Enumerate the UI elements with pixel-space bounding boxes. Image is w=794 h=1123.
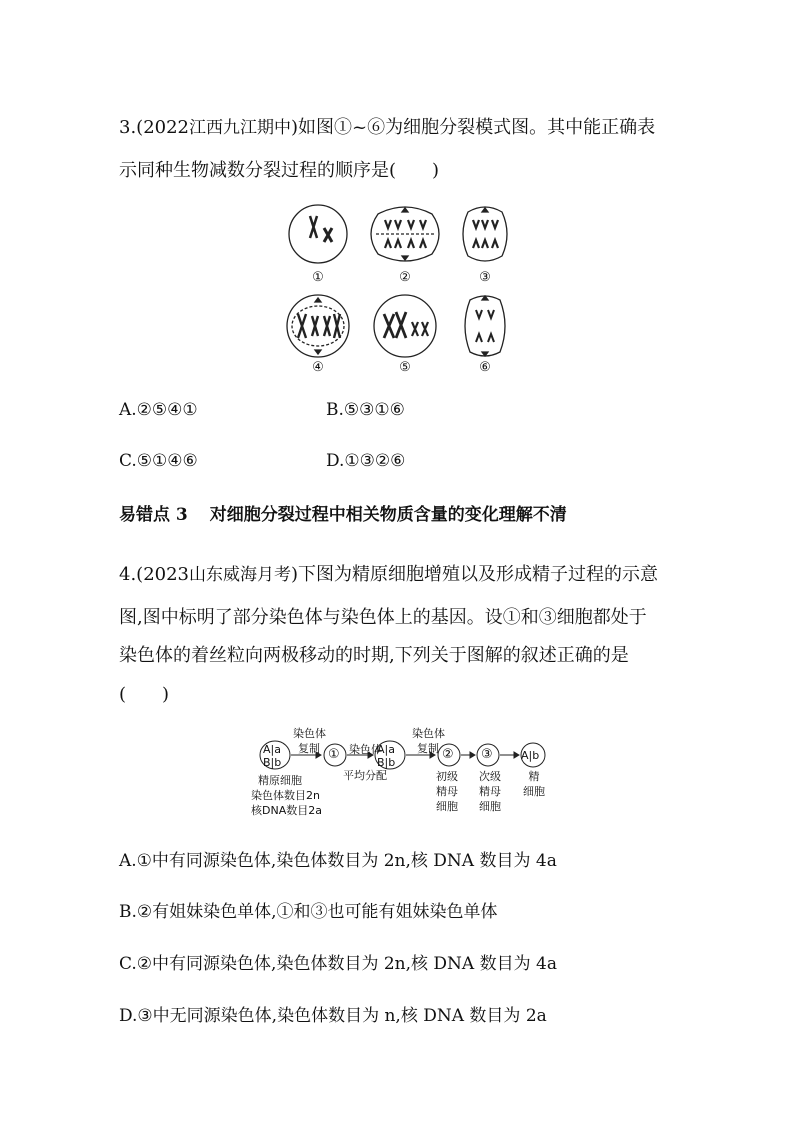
arrow2-top: 染色体	[349, 743, 382, 756]
q3-option-b[interactable]: B.⑤③①⑥	[326, 400, 405, 420]
circle-2-label: ②	[442, 747, 454, 762]
cell1-desc-line1: 精原细胞	[258, 774, 302, 787]
arrow3-top: 染色体	[412, 727, 445, 740]
cell4-desc	[522, 769, 546, 799]
q3-option-a[interactable]: A.②⑤④①	[119, 400, 198, 420]
cell3-desc-line3: 细胞	[479, 800, 501, 813]
cell1-desc-line3: 核DNA数目2a	[251, 804, 322, 817]
cell2-desc-line3: 细胞	[436, 800, 458, 813]
cell-division-figure	[280, 198, 520, 378]
cell4-desc-line2: 细胞	[523, 785, 545, 798]
cell1-desc-line2: 染色体数目2n	[251, 789, 320, 802]
q4-option-a[interactable]: A.①中有同源染色体,染色体数目为 2n,核 DNA 数目为 4a	[119, 851, 557, 871]
q3-option-d[interactable]: D.①③②⑥	[326, 451, 406, 471]
q4-number: 4.(2023	[119, 564, 190, 585]
q4-option-b[interactable]: B.②有姐妹染色单体,①和③也可能有姐妹染色单体	[119, 902, 498, 922]
cell-4	[287, 295, 349, 357]
q4-line1	[119, 560, 658, 586]
cell1-genes-top: A|a	[263, 743, 281, 756]
q4-line3: 染色体的着丝粒向两极移动的时期,下列关于图解的叙述正确的是	[119, 645, 629, 666]
q3-source: 江西九江期中	[189, 118, 292, 138]
arrow1-bottom: 复制	[298, 742, 320, 755]
q4-line4: ( )	[119, 684, 170, 705]
q4-line2: 图,图中标明了部分染色体与染色体上的基因。设①和③细胞都处于	[119, 607, 647, 628]
cell-label-4: ④	[312, 360, 324, 375]
final-genes: A|b	[521, 749, 540, 762]
q4-option-c[interactable]: C.②中有同源染色体,染色体数目为 2n,核 DNA 数目为 4a	[119, 954, 557, 974]
section-heading	[119, 500, 567, 525]
cell2-desc-line1: 初级	[436, 770, 458, 783]
q4-option-d[interactable]: D.③中无同源染色体,染色体数目为 n,核 DNA 数目为 2a	[119, 1006, 547, 1026]
arrow2-bottom: 平均分配	[343, 769, 387, 782]
q3-line1	[119, 113, 655, 139]
cell-5	[374, 295, 436, 357]
cell3-desc-line2: 精母	[479, 785, 501, 798]
cell1-genes-bottom: B|b	[263, 756, 282, 769]
q3-option-c[interactable]: C.⑤①④⑥	[119, 451, 198, 471]
section-text: 对细胞分裂过程中相关物质含量的变化理解不清	[209, 505, 567, 525]
cell2-desc	[432, 769, 462, 814]
q4-text-line1: )下图为精原细胞增殖以及形成精子过程的示意	[291, 564, 659, 585]
arrow3-bottom: 复制	[417, 742, 439, 755]
cell-label-3: ③	[479, 270, 491, 285]
section-title: 易错点 3	[119, 505, 188, 525]
cell2-genes-top: A|a	[377, 743, 395, 756]
cell-1	[289, 205, 347, 263]
cell-label-1: ①	[312, 270, 324, 285]
cell-6	[465, 296, 505, 356]
q4-source: 山东威海月考	[189, 565, 292, 585]
circle-1-label: ①	[328, 747, 340, 762]
cell-2	[371, 207, 439, 261]
cell-label-5: ⑤	[399, 360, 411, 375]
arrow1-top: 染色体	[293, 727, 326, 740]
cell2-desc-line2: 精母	[436, 785, 458, 798]
cell4-desc-line1: 精	[528, 770, 540, 783]
cell-3	[463, 207, 507, 261]
cell-label-2: ②	[399, 270, 411, 285]
cell3-desc	[475, 769, 505, 814]
cell-label-6: ⑥	[479, 360, 491, 375]
cell2-genes-bottom: B|b	[377, 756, 396, 769]
circle-3-label: ③	[481, 747, 493, 762]
q3-line2: 示同种生物减数分裂过程的顺序是( )	[119, 160, 440, 181]
cell3-desc-line1: 次级	[479, 770, 501, 783]
cell1-desc	[251, 773, 322, 818]
q3-text-line1: )如图①~⑥为细胞分裂模式图。其中能正确表	[291, 117, 656, 138]
q3-number: 3.(2022	[119, 117, 190, 138]
